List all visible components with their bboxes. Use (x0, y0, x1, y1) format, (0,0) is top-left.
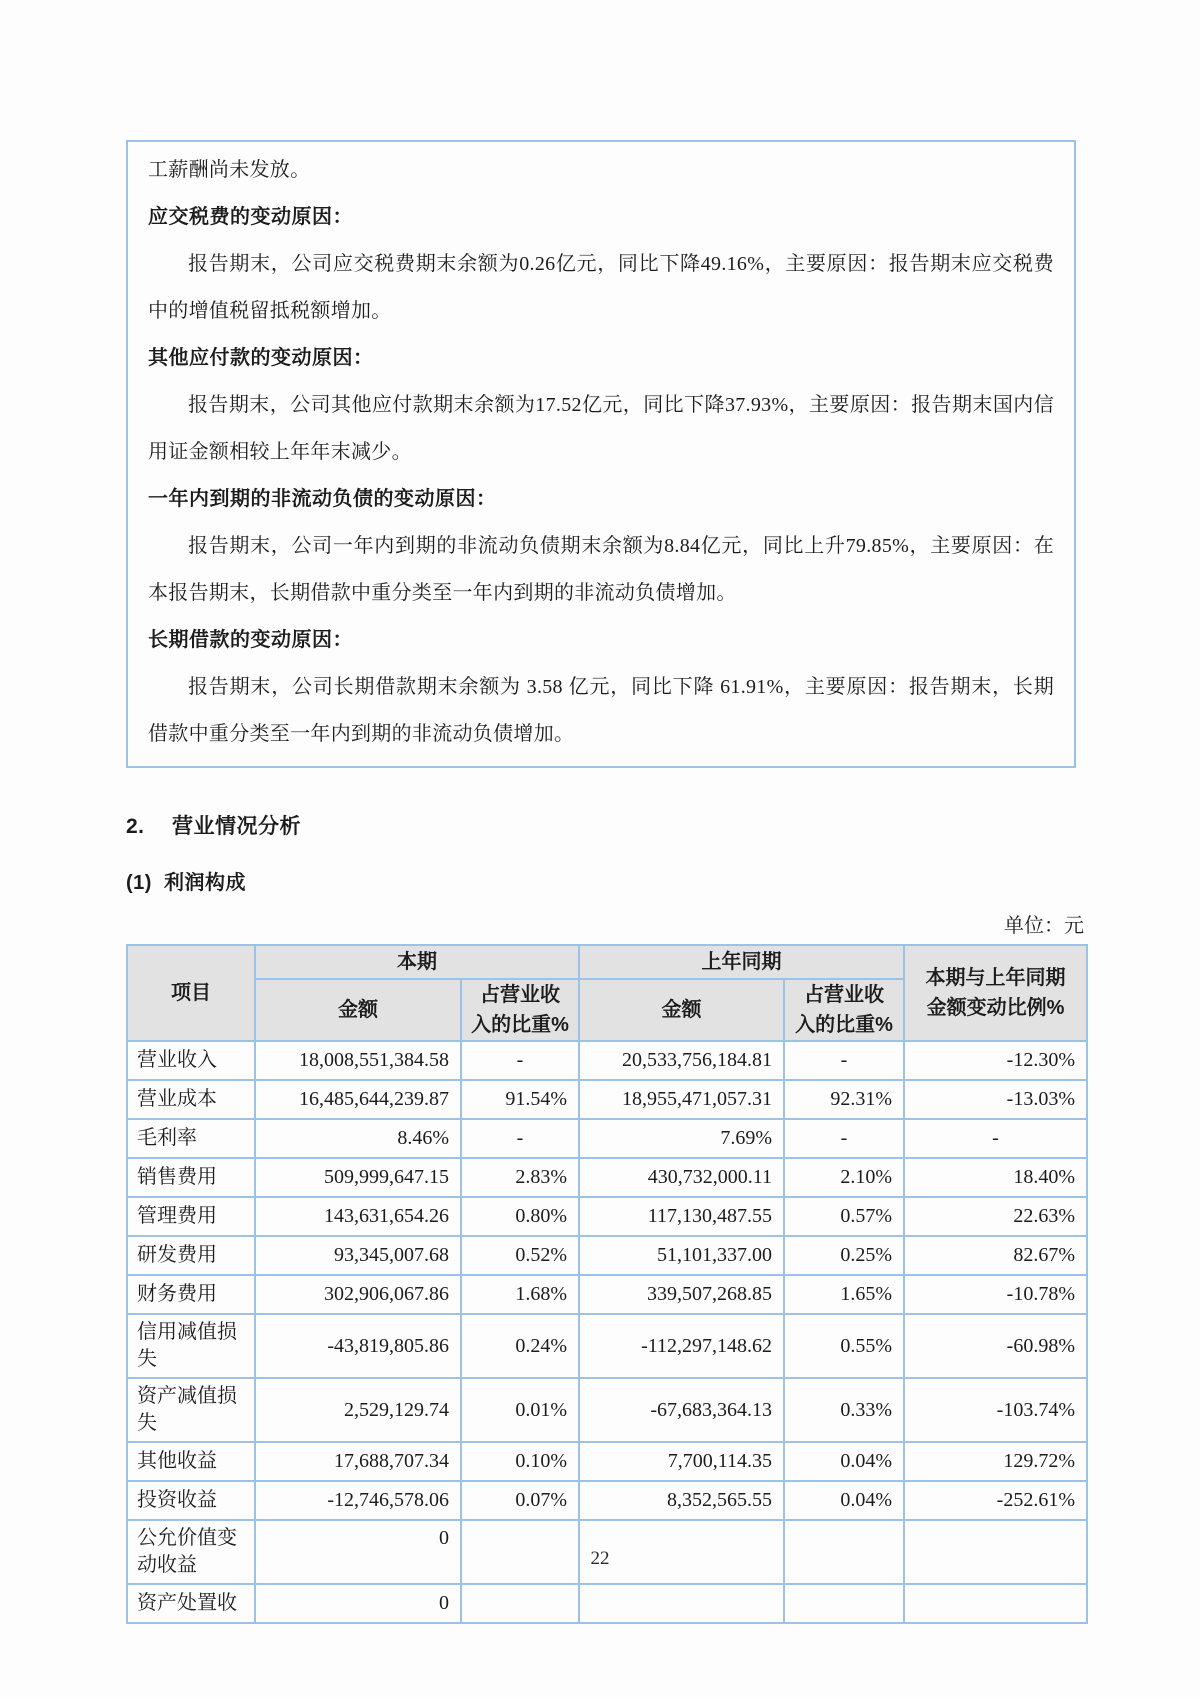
row-value: 0.04% (784, 1481, 904, 1520)
box-paragraph: 报告期末，公司一年内到期的非流动负债期末余额为8.84亿元，同比上升79.85%，主要原因：在本报告期末，长期借款中重分类至一年内到期的非流动负债增加。 (148, 535, 1054, 604)
table-row (127, 1275, 1087, 1314)
table-row (127, 1481, 1087, 1520)
row-label: 财务费用 (127, 1275, 255, 1314)
table-row (127, 1442, 1087, 1481)
row-value: 430,732,000.11 (579, 1158, 784, 1197)
subsection-number: (1) (126, 872, 152, 894)
row-value: 0.33% (784, 1378, 904, 1442)
subsection-title: 利润构成 (163, 872, 246, 894)
box-heading: 长期借款的变动原因： (148, 629, 353, 651)
row-value: 7,700,114.35 (579, 1442, 784, 1481)
callout-box (126, 140, 1076, 768)
row-value: 0.25% (784, 1236, 904, 1275)
row-value: 0.24% (461, 1314, 579, 1378)
table-header (127, 945, 1087, 1041)
row-label: 资产减值损失 (127, 1378, 255, 1442)
section-title: 营业情况分析 (172, 815, 301, 838)
header-pct-current: 占营业收 入的比重% (461, 979, 579, 1041)
table-row (127, 1080, 1087, 1119)
row-value: -252.61% (904, 1481, 1087, 1520)
table-row (127, 1158, 1087, 1197)
row-value: 8,352,565.55 (579, 1481, 784, 1520)
row-value: 0 (255, 1584, 461, 1623)
row-value: -112,297,148.62 (579, 1314, 784, 1378)
row-value: 91.54% (461, 1080, 579, 1119)
row-value: - (784, 1041, 904, 1080)
row-label: 营业收入 (127, 1041, 255, 1080)
row-value: 302,906,067.86 (255, 1275, 461, 1314)
row-value: 0.07% (461, 1481, 579, 1520)
row-value: 1.65% (784, 1275, 904, 1314)
table-row (127, 1236, 1087, 1275)
row-value: 129.72% (904, 1442, 1087, 1481)
row-value: -43,819,805.86 (255, 1314, 461, 1378)
section-number: 2. (126, 815, 145, 838)
row-value: 0.55% (784, 1314, 904, 1378)
row-value: 20,533,756,184.81 (579, 1041, 784, 1080)
row-value: 92.31% (784, 1080, 904, 1119)
box-paragraph: 报告期末，公司长期借款期末余额为 3.58 亿元，同比下降 61.91%，主要原因：报告期末，长期借款中重分类至一年内到期的非流动负债增加。 (148, 676, 1054, 745)
page-content (126, 140, 1086, 1624)
row-value: 0.52% (461, 1236, 579, 1275)
row-value: 7.69% (579, 1119, 784, 1158)
box-heading: 应交税费的变动原因： (148, 206, 353, 228)
header-amount-prior: 金额 (579, 979, 784, 1041)
row-value: -12.30% (904, 1041, 1087, 1080)
row-value: - (904, 1119, 1087, 1158)
profit-composition-table (126, 944, 1088, 1624)
row-value: 339,507,268.85 (579, 1275, 784, 1314)
table-row (127, 1119, 1087, 1158)
page-number: 22 (590, 1548, 610, 1569)
box-paragraph: 报告期末，公司其他应付款期末余额为17.52亿元，同比下降37.93%，主要原因：报告期末国内信用证金额相较上年年末减少。 (148, 394, 1054, 463)
row-label: 其他收益 (127, 1442, 255, 1481)
row-value: 0.10% (461, 1442, 579, 1481)
header-pct-prior: 占营业收 入的比重% (784, 979, 904, 1041)
row-value: 18.40% (904, 1158, 1087, 1197)
table-row (127, 1314, 1087, 1378)
row-label: 营业成本 (127, 1080, 255, 1119)
box-heading: 其他应付款的变动原因： (148, 347, 374, 369)
row-label: 投资收益 (127, 1481, 255, 1520)
row-value: -13.03% (904, 1080, 1087, 1119)
row-value: -67,683,364.13 (579, 1378, 784, 1442)
header-change-ratio: 本期与上年同期 金额变动比例% (904, 945, 1087, 1041)
table-row (127, 1041, 1087, 1080)
row-value: 16,485,644,239.87 (255, 1080, 461, 1119)
row-value: 0.01% (461, 1378, 579, 1442)
row-value: 22.63% (904, 1197, 1087, 1236)
row-value: 509,999,647.15 (255, 1158, 461, 1197)
row-value: 0 (255, 1520, 461, 1584)
box-heading: 一年内到期的非流动负债的变动原因： (148, 488, 497, 510)
table-body (127, 1041, 1087, 1623)
row-label: 管理费用 (127, 1197, 255, 1236)
box-paragraph: 报告期末，公司应交税费期末余额为0.26亿元，同比下降49.16%，主要原因：报告期末应交税费中的增值税留抵税额增加。 (148, 253, 1054, 322)
row-value: 143,631,654.26 (255, 1197, 461, 1236)
row-value: 51,101,337.00 (579, 1236, 784, 1275)
row-label: 信用减值损失 (127, 1314, 255, 1378)
header-amount-current: 金额 (255, 979, 461, 1041)
row-value (784, 1584, 904, 1623)
row-value: -103.74% (904, 1378, 1087, 1442)
row-label: 销售费用 (127, 1158, 255, 1197)
row-value: 17,688,707.34 (255, 1442, 461, 1481)
row-value: 1.68% (461, 1275, 579, 1314)
subsection-heading (126, 866, 1086, 895)
table-row (127, 1197, 1087, 1236)
table-row (127, 1584, 1087, 1623)
row-value: - (784, 1119, 904, 1158)
row-value: 93,345,007.68 (255, 1236, 461, 1275)
row-value: -10.78% (904, 1275, 1087, 1314)
row-value: -60.98% (904, 1314, 1087, 1378)
unit-label: 单位：元 (1004, 915, 1084, 937)
row-value: 2.10% (784, 1158, 904, 1197)
row-value: 8.46% (255, 1119, 461, 1158)
table-row (127, 1378, 1087, 1442)
row-value (579, 1584, 784, 1623)
row-value: 0.80% (461, 1197, 579, 1236)
row-label: 研发费用 (127, 1236, 255, 1275)
row-label: 公允价值变动收益 (127, 1520, 255, 1584)
row-label: 毛利率 (127, 1119, 255, 1158)
row-value: 18,955,471,057.31 (579, 1080, 784, 1119)
row-value: 18,008,551,384.58 (255, 1041, 461, 1080)
row-value: - (461, 1119, 579, 1158)
row-value: 0.57% (784, 1197, 904, 1236)
row-value: 2.83% (461, 1158, 579, 1197)
header-prior-period: 上年同期 (579, 945, 904, 979)
row-value: 82.67% (904, 1236, 1087, 1275)
box-paragraph: 工薪酬尚未发放。 (148, 159, 311, 181)
row-value (904, 1584, 1087, 1623)
header-current-period: 本期 (255, 945, 579, 979)
row-value: - (461, 1041, 579, 1080)
section-heading (126, 810, 1086, 840)
row-value: -12,746,578.06 (255, 1481, 461, 1520)
header-item: 项目 (127, 945, 255, 1041)
row-value: 117,130,487.55 (579, 1197, 784, 1236)
row-value (461, 1584, 579, 1623)
row-label: 资产处置收 (127, 1584, 255, 1623)
row-value: 2,529,129.74 (255, 1378, 461, 1442)
row-value: 0.04% (784, 1442, 904, 1481)
